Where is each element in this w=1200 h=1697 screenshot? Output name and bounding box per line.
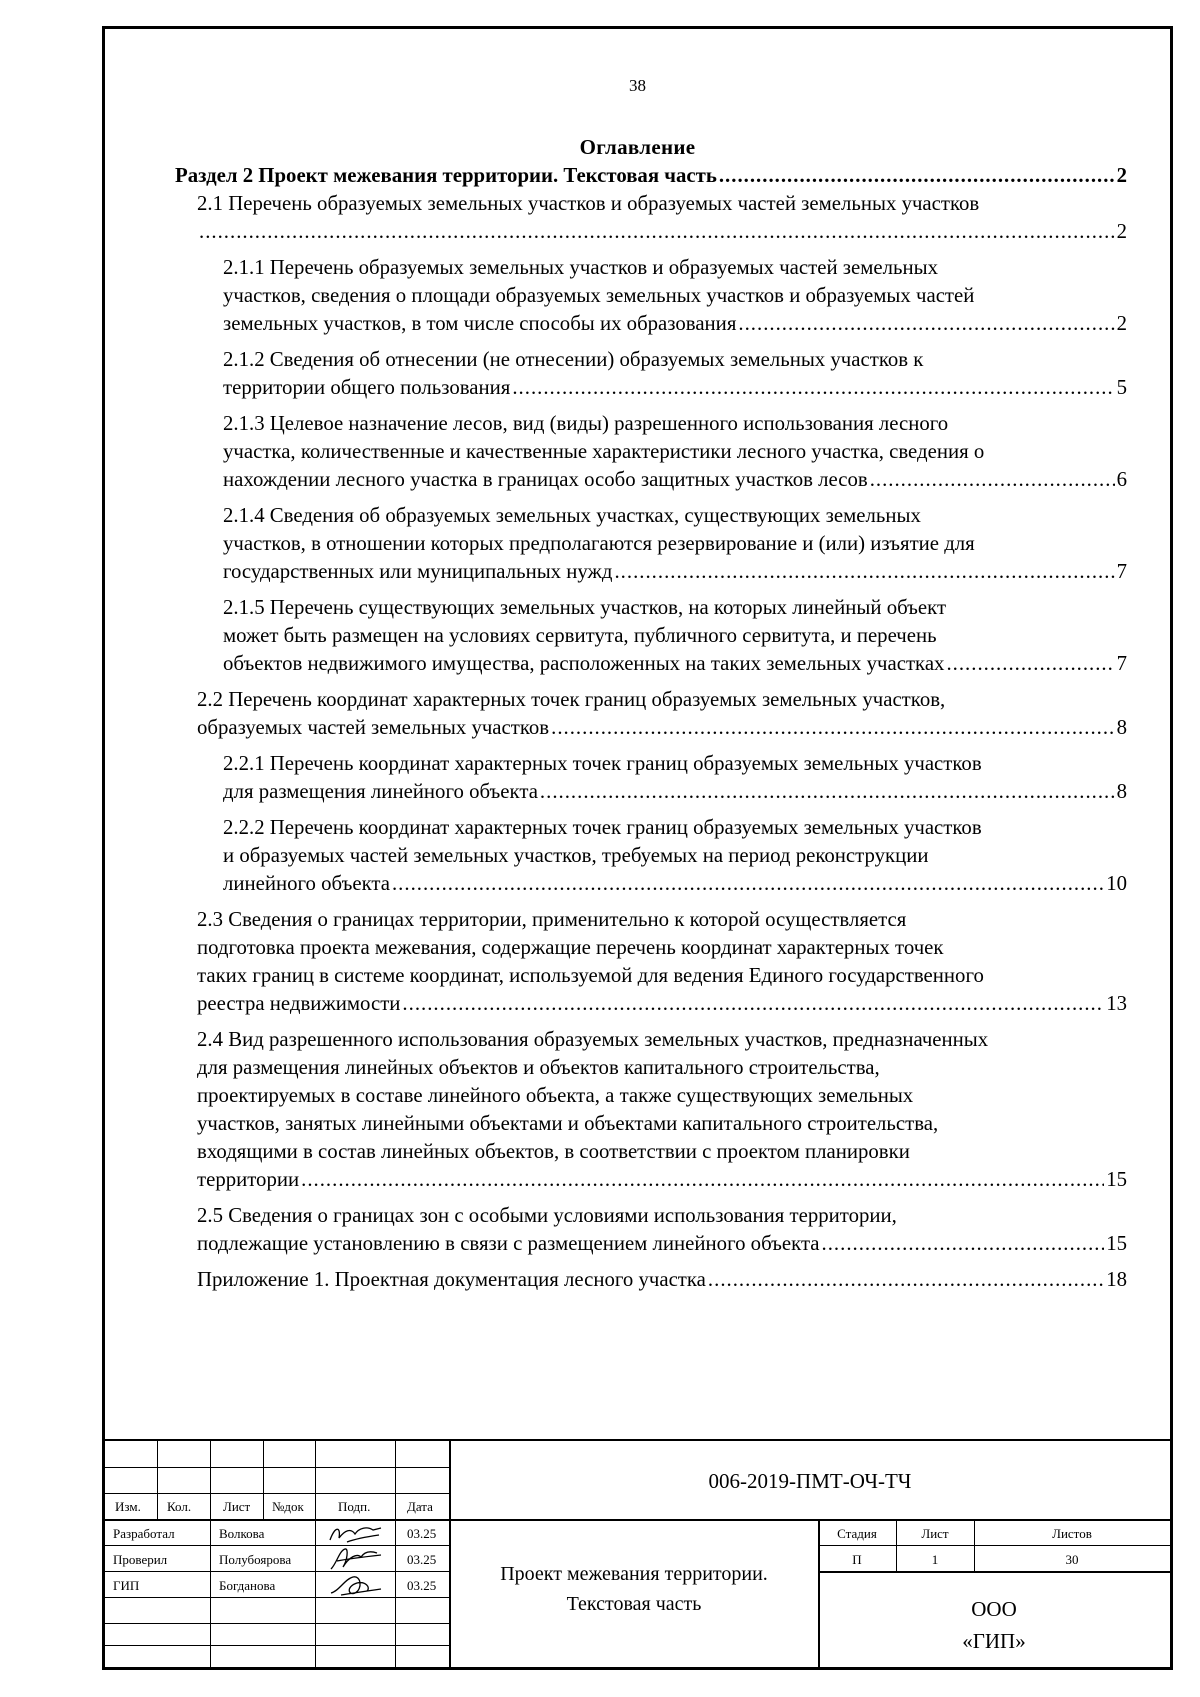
toc-page-number: 5 <box>1116 376 1127 399</box>
toc-entry-text: реестра недвижимости <box>197 992 401 1015</box>
toc-dot-leader <box>614 558 1114 586</box>
toc-entry-text: образуемых частей земельных участков <box>197 716 550 739</box>
toc-entry[interactable] <box>175 162 1127 190</box>
toc-page-number: 6 <box>1116 468 1127 491</box>
toc-entry-line: 2.1.5 Перечень существующих земельных участков, на которых линейный объект <box>223 596 947 619</box>
toc-dot-leader <box>822 1230 1105 1258</box>
toc-entry[interactable] <box>197 1266 1127 1294</box>
toc-entry[interactable] <box>223 346 1127 402</box>
toc-dot-leader <box>540 778 1115 806</box>
toc-title: Оглавление <box>579 135 696 159</box>
table-of-contents <box>175 162 1127 1294</box>
toc-page-number: 7 <box>1116 652 1127 675</box>
toc-entry-text: территории общего пользования <box>223 376 511 399</box>
toc-entry-line: подготовка проекта межевания, содержащие перечень координат характерных точек <box>197 936 944 959</box>
sheets-value: 30 <box>1065 1552 1079 1567</box>
name-chief: Богданова <box>219 1578 276 1593</box>
toc-entry-text: земельных участков, в том числе способы их образования <box>223 312 737 335</box>
toc-page-number: 2 <box>1116 164 1127 187</box>
toc-page-number: 13 <box>1106 992 1127 1015</box>
toc-entry-line: входящими в состав линейных объектов, в соответствии с проектом планировки <box>197 1140 910 1163</box>
signature-volkova <box>327 1522 385 1546</box>
toc-entry-line: таких границ в системе координат, используемой для ведения Единого государственного <box>197 964 984 987</box>
toc-entry[interactable] <box>197 686 1127 742</box>
toc-entry[interactable] <box>223 750 1127 806</box>
toc-dot-leader <box>402 990 1104 1018</box>
toc-entry-line: 2.1.1 Перечень образуемых земельных участков и образуемых частей земельных <box>223 256 938 279</box>
toc-entry-line: участка, количественные и качественные характеристики лесного участка, сведения о <box>223 440 985 463</box>
header-izm: Изм. <box>115 1499 141 1514</box>
header-podp: Подп. <box>338 1499 371 1514</box>
toc-page-number: 2 <box>1116 312 1127 335</box>
name-developed: Волкова <box>219 1526 265 1541</box>
toc-dot-leader <box>870 466 1115 494</box>
toc-entry-line: участков, занятых линейными объектами и объектами капитального строительства, <box>197 1112 939 1135</box>
toc-page-number: 15 <box>1106 1232 1127 1255</box>
toc-dot-leader <box>719 162 1115 190</box>
toc-entry-line: 2.1 Перечень образуемых земельных участков и образуемых частей земельных участков <box>197 192 980 215</box>
name-checked: Полубоярова <box>219 1552 292 1567</box>
toc-entry-line: 2.4 Вид разрешенного использования образуемых земельных участков, предназначенных <box>197 1028 989 1051</box>
toc-entry[interactable] <box>223 410 1127 494</box>
toc-entry-text: Раздел 2 Проект межевания территории. Текстовая часть <box>175 164 717 187</box>
toc-entry-text: объектов недвижимого имущества, расположенных на таких земельных участках <box>223 652 945 675</box>
toc-entry-line: 2.2.2 Перечень координат характерных точек границ образуемых земельных участков <box>223 816 982 839</box>
organization-line1: ООО <box>971 1597 1017 1621</box>
date-developed: 03.25 <box>407 1526 437 1541</box>
toc-dot-leader <box>301 1166 1104 1194</box>
header-data: Дата <box>407 1499 433 1514</box>
title-block <box>105 1439 1170 1667</box>
toc-entry-line: участков, в отношении которых предполагаются резервирование и (или) изъятие для <box>223 532 975 555</box>
toc-entry-text: нахождении лесного участка в границах особо защитных участков лесов <box>223 468 868 491</box>
document-name <box>450 1559 818 1619</box>
toc-entry-line: 2.2 Перечень координат характерных точек границ образуемых земельных участков, <box>197 688 946 711</box>
signature-polubojarova <box>327 1545 385 1573</box>
toc-entry-text: территории <box>197 1168 300 1191</box>
toc-entry-line: 2.2.1 Перечень координат характерных точек границ образуемых земельных участков <box>223 752 982 775</box>
toc-entry-text: линейного объекта <box>223 872 390 895</box>
toc-entry[interactable] <box>197 190 1127 246</box>
toc-dot-leader <box>708 1266 1104 1294</box>
sheets-header: Листов <box>1052 1526 1092 1541</box>
document-name-line2: Текстовая часть <box>566 1593 702 1615</box>
toc-entry-line: 2.1.2 Сведения об отнесении (не отнесении) образуемых земельных участков к <box>223 348 924 371</box>
toc-page-number: 18 <box>1106 1268 1127 1291</box>
toc-entry-line: участков, сведения о площади образуемых земельных участков и образуемых частей <box>223 284 975 307</box>
toc-entry[interactable] <box>197 906 1127 1018</box>
signature-bogdanova <box>327 1571 385 1599</box>
header-ndok: №док <box>272 1499 304 1514</box>
stage-value: П <box>852 1552 862 1567</box>
toc-entry-line: 2.3 Сведения о границах территории, применительно к которой осуществляется <box>197 908 907 931</box>
toc-page-number: 2 <box>1116 220 1127 243</box>
toc-entry[interactable] <box>223 594 1127 678</box>
toc-entry-line: 2.1.4 Сведения об образуемых земельных участках, существующих земельных <box>223 504 921 527</box>
header-list: Лист <box>223 1499 251 1514</box>
page-frame <box>102 26 1173 1670</box>
role-chief: ГИП <box>113 1578 140 1593</box>
toc-entry-text: Приложение 1. Проектная документация лесного участка <box>197 1268 706 1291</box>
toc-page-number: 15 <box>1106 1168 1127 1191</box>
page-number: 38 <box>629 76 646 95</box>
date-checked: 03.25 <box>407 1552 437 1567</box>
toc-entry-line: и образуемых частей земельных участков, требуемых на период реконструкции <box>223 844 929 867</box>
role-checked: Проверил <box>113 1552 168 1567</box>
toc-entry[interactable] <box>223 814 1127 898</box>
toc-dot-leader <box>199 218 1115 246</box>
toc-entry-line: проектируемых в составе линейного объекта, а также существующих земельных <box>197 1084 914 1107</box>
stage-header: Стадия <box>837 1526 877 1541</box>
toc-entry[interactable] <box>223 502 1127 586</box>
toc-entry[interactable] <box>197 1026 1127 1194</box>
document-code: 006-2019-ПМТ-ОЧ-ТЧ <box>708 1469 912 1493</box>
toc-dot-leader <box>551 714 1114 742</box>
toc-dot-leader <box>512 374 1114 402</box>
document-name-line1: Проект межевания территории. <box>500 1563 768 1585</box>
organization-line2: «ГИП» <box>962 1629 1026 1653</box>
toc-page-number: 10 <box>1106 872 1127 895</box>
toc-dot-leader <box>738 310 1114 338</box>
date-chief: 03.25 <box>407 1578 437 1593</box>
header-kol: Кол. <box>167 1499 192 1514</box>
toc-entry-text: для размещения линейного объекта <box>223 780 538 803</box>
toc-entry-text: государственных или муниципальных нужд <box>223 560 613 583</box>
toc-page-number: 7 <box>1116 560 1127 583</box>
toc-entry[interactable] <box>223 254 1127 338</box>
toc-entry-text: подлежащие установлению в связи с размещением линейного объекта <box>197 1232 820 1255</box>
role-developed: Разработал <box>113 1526 175 1541</box>
toc-entry[interactable] <box>197 1202 1127 1258</box>
toc-dot-leader <box>946 650 1114 678</box>
toc-dot-leader <box>392 870 1104 898</box>
sheet-value: 1 <box>931 1552 939 1567</box>
toc-entry-line: 2.1.3 Целевое назначение лесов, вид (виды) разрешенного использования лесного <box>223 412 949 435</box>
toc-page-number: 8 <box>1116 716 1127 739</box>
toc-entry-line: может быть размещен на условиях сервитута, публичного сервитута, и перечень <box>223 624 937 647</box>
toc-page-number: 8 <box>1116 780 1127 803</box>
toc-entry-line: для размещения линейных объектов и объектов капитального строительства, <box>197 1056 880 1079</box>
toc-entry-line: 2.5 Сведения о границах зон с особыми условиями использования территории, <box>197 1204 897 1227</box>
sheet-header: Лист <box>921 1526 949 1541</box>
organization <box>818 1593 1170 1657</box>
